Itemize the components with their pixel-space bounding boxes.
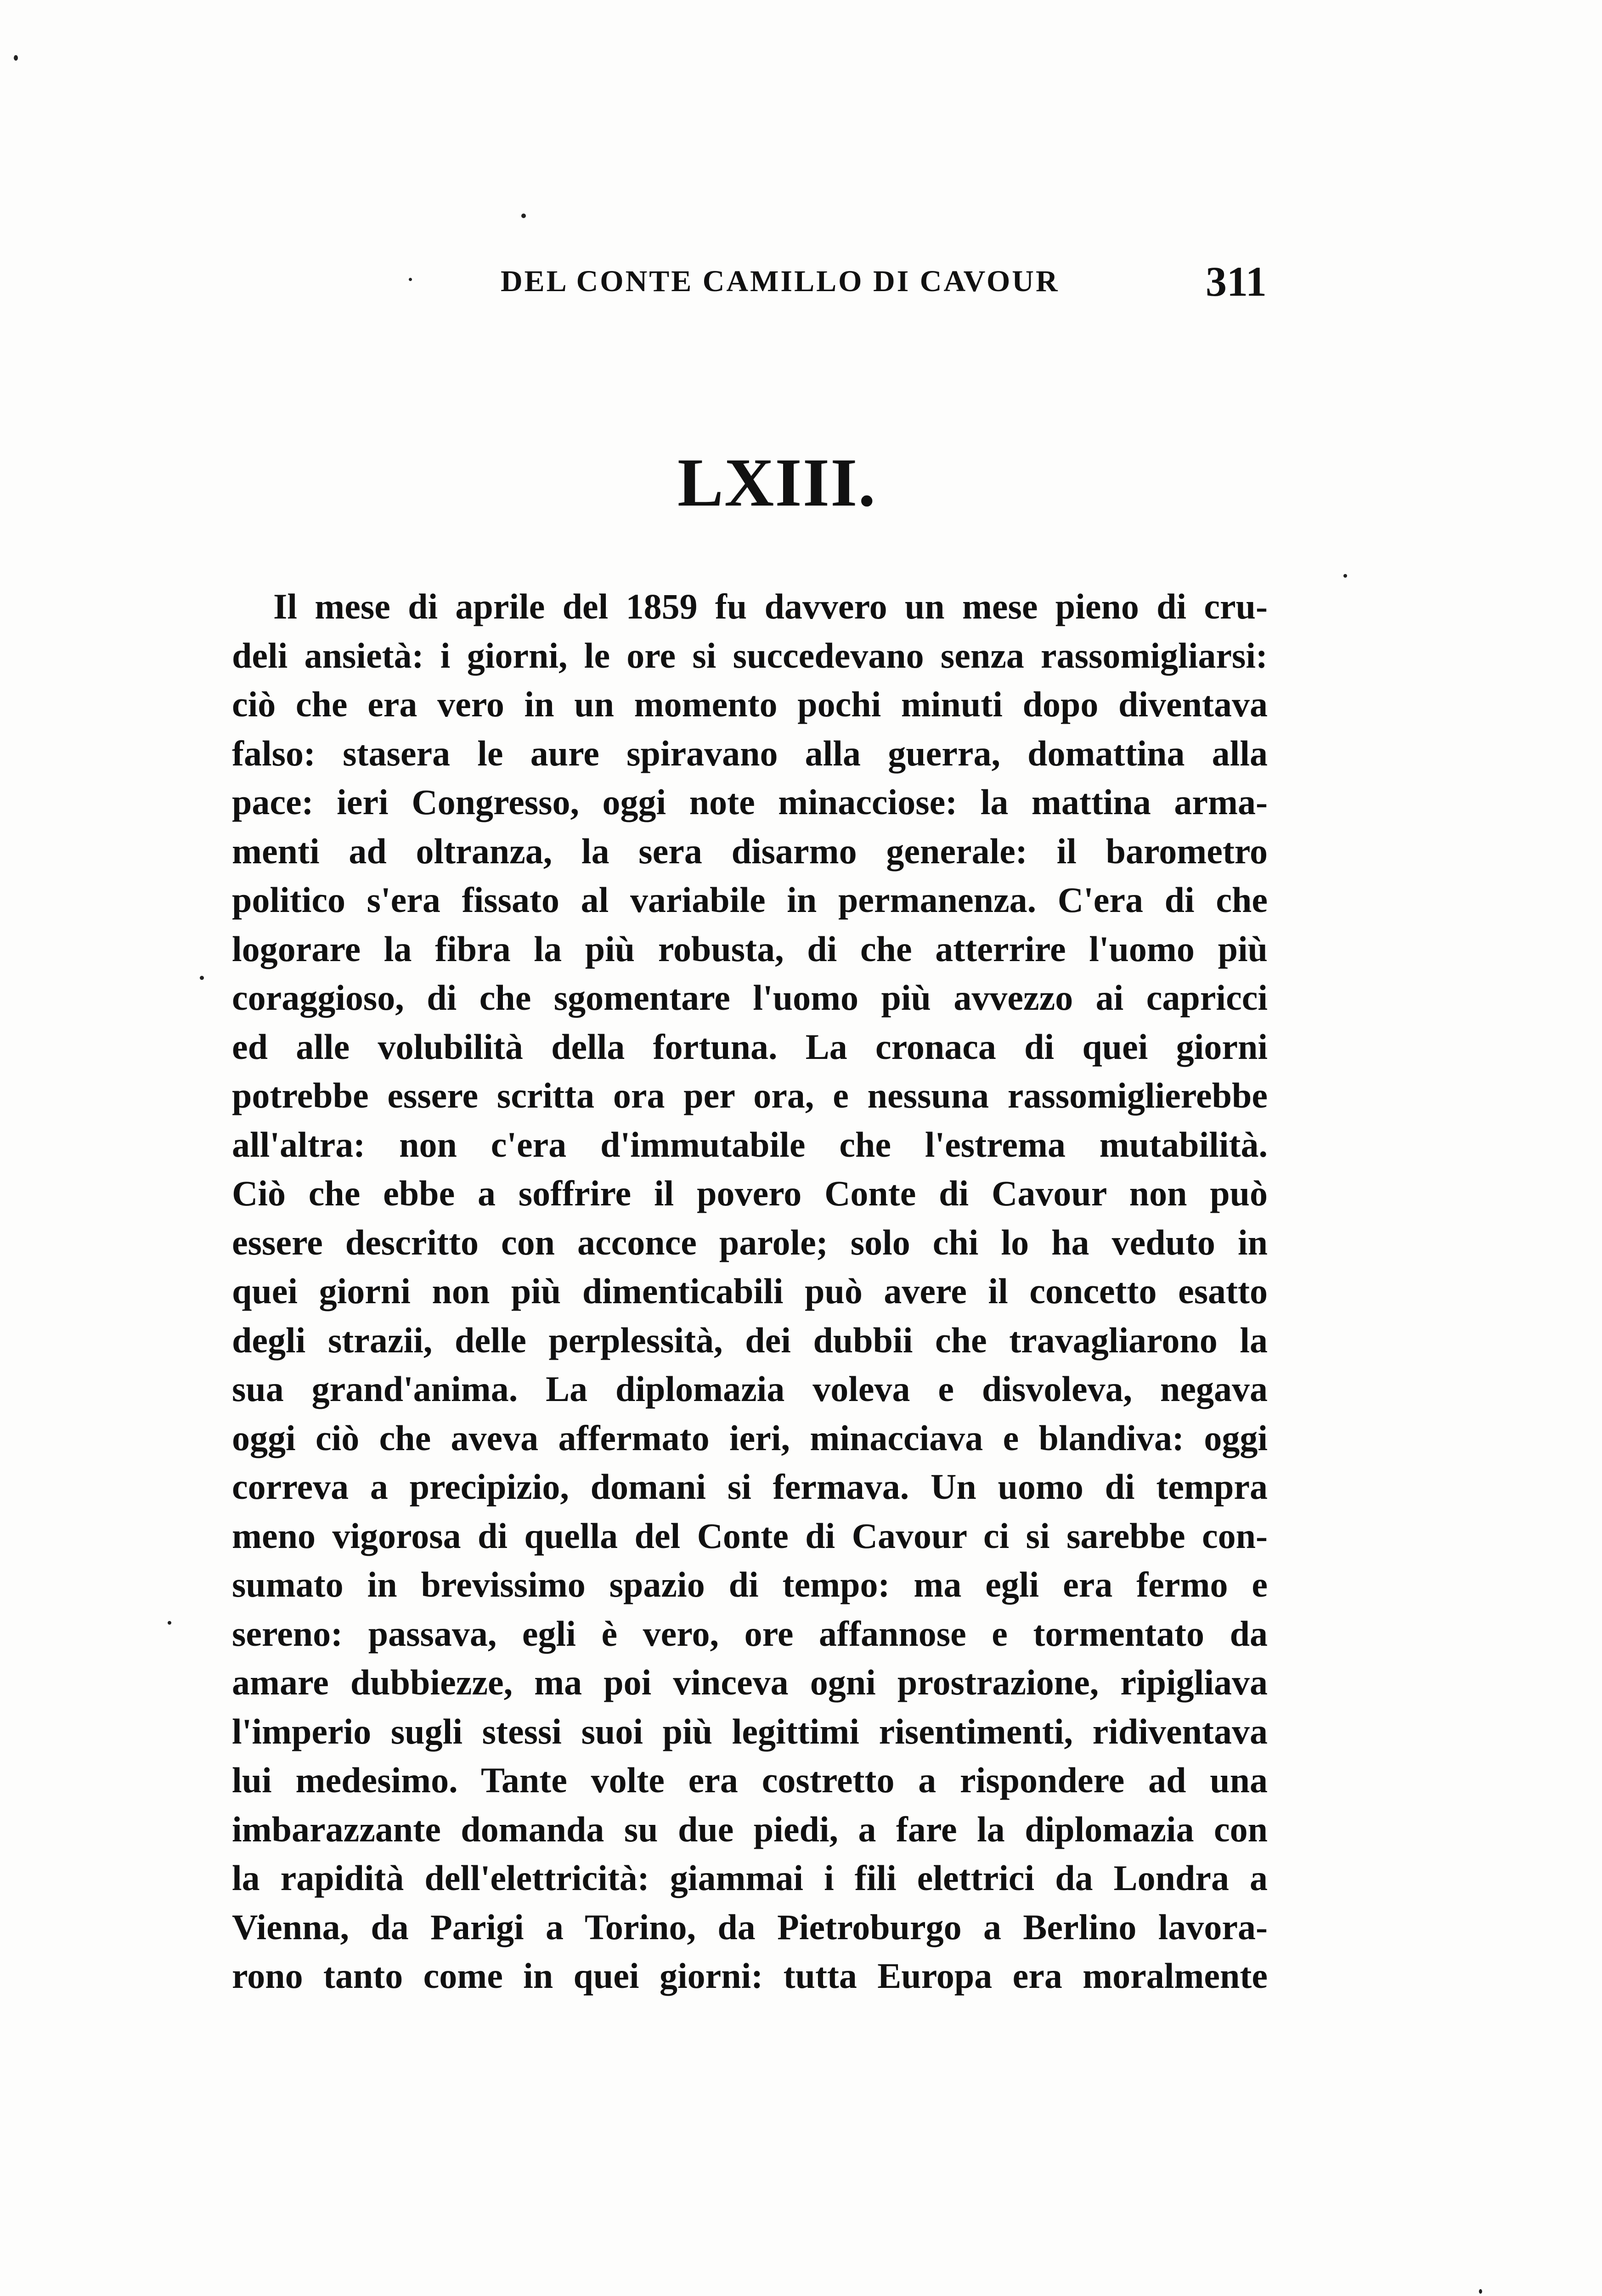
text-line: sua grand'anima. La diplomazia voleva e disvoleva, negava: [232, 1369, 1268, 1409]
text-line: politico s'era fissato al variabile in permanenza. C'era di che: [232, 880, 1268, 920]
scan-speck: [521, 214, 526, 218]
scan-speck: [14, 55, 18, 61]
text-line: Ciò che ebbe a soffrire il povero Conte di Cavour non può: [232, 1173, 1268, 1213]
text-line: logorare la fibra la più robusta, di che atterrire l'uomo più: [232, 929, 1268, 969]
text-line: ciò che era vero in un momento pochi minuti dopo diventava: [232, 684, 1268, 724]
text-line: pace: ieri Congresso, oggi note minacciose: la mattina arma-: [232, 782, 1268, 822]
text-line: amare dubbiezze, ma poi vinceva ogni prostrazione, ripigliava: [232, 1662, 1268, 1702]
text-line: potrebbe essere scritta ora per ora, e nessuna rassomiglierebbe: [232, 1075, 1268, 1115]
scan-speck: [168, 1621, 171, 1625]
text-line: essere descritto con acconce parole; solo chi lo ha veduto in: [232, 1222, 1268, 1262]
body-paragraph: [232, 582, 1268, 2001]
text-line: rono tanto come in quei giorni: tutta Europa era moralmente: [232, 1956, 1268, 1996]
text-line: meno vigorosa di quella del Conte di Cavour ci si sarebbe con-: [232, 1515, 1268, 1556]
scan-speck: [1343, 574, 1347, 578]
text-line: lui medesimo. Tante volte era costretto a rispondere ad una: [232, 1760, 1268, 1800]
text-line: sereno: passava, egli è vero, ore affannose e tormentato da: [232, 1613, 1268, 1654]
scan-speck: [200, 976, 204, 980]
scan-speck: [1479, 2289, 1482, 2294]
text-line: l'imperio sugli stessi suoi più legittimi risentimenti, ridiventava: [232, 1711, 1268, 1751]
text-line: Vienna, da Parigi a Torino, da Pietroburgo a Berlino lavora-: [232, 1907, 1268, 1947]
text-line: oggi ciò che aveva affermato ieri, minacciava e blandiva: oggi: [232, 1418, 1268, 1458]
text-line: falso: stasera le aure spiravano alla guerra, domattina alla: [232, 733, 1268, 773]
text-line: correva a precipizio, domani si fermava. Un uomo di tempra: [232, 1467, 1268, 1507]
text-line: sumato in brevissimo spazio di tempo: ma egli era fermo e: [232, 1564, 1268, 1604]
text-line: degli strazii, delle perplessità, dei dubbii che travagliarono la: [232, 1320, 1268, 1360]
text-line: imbarazzante domanda su due piedi, a fare la diplomazia con: [232, 1809, 1268, 1849]
text-line: quei giorni non più dimenticabili può avere il concetto esatto: [232, 1271, 1268, 1311]
text-line: Il mese di aprile del 1859 fu davvero un mese pieno di cru-: [273, 586, 1268, 626]
scan-speck: [409, 278, 412, 281]
text-line: coraggioso, di che sgomentare l'uomo più avvezzo ai capricci: [232, 978, 1268, 1018]
running-head: DEL CONTE CAMILLO DI CAVOUR: [501, 264, 1060, 298]
text-line: la rapidità dell'elettricità: giammai i fili elettrici da Londra a: [232, 1858, 1268, 1898]
page-number: 311: [1206, 258, 1267, 305]
text-line: all'altra: non c'era d'immutabile che l'estrema mutabilità.: [232, 1124, 1268, 1165]
text-line: menti ad oltranza, la sera disarmo generale: il barometro: [232, 831, 1268, 871]
chapter-title: LXIII.: [677, 445, 876, 521]
text-line: deli ansietà: i giorni, le ore si succedevano senza rassomigliarsi:: [232, 635, 1268, 675]
text-line: ed alle volubilità della fortuna. La cronaca di quei giorni: [232, 1026, 1268, 1067]
